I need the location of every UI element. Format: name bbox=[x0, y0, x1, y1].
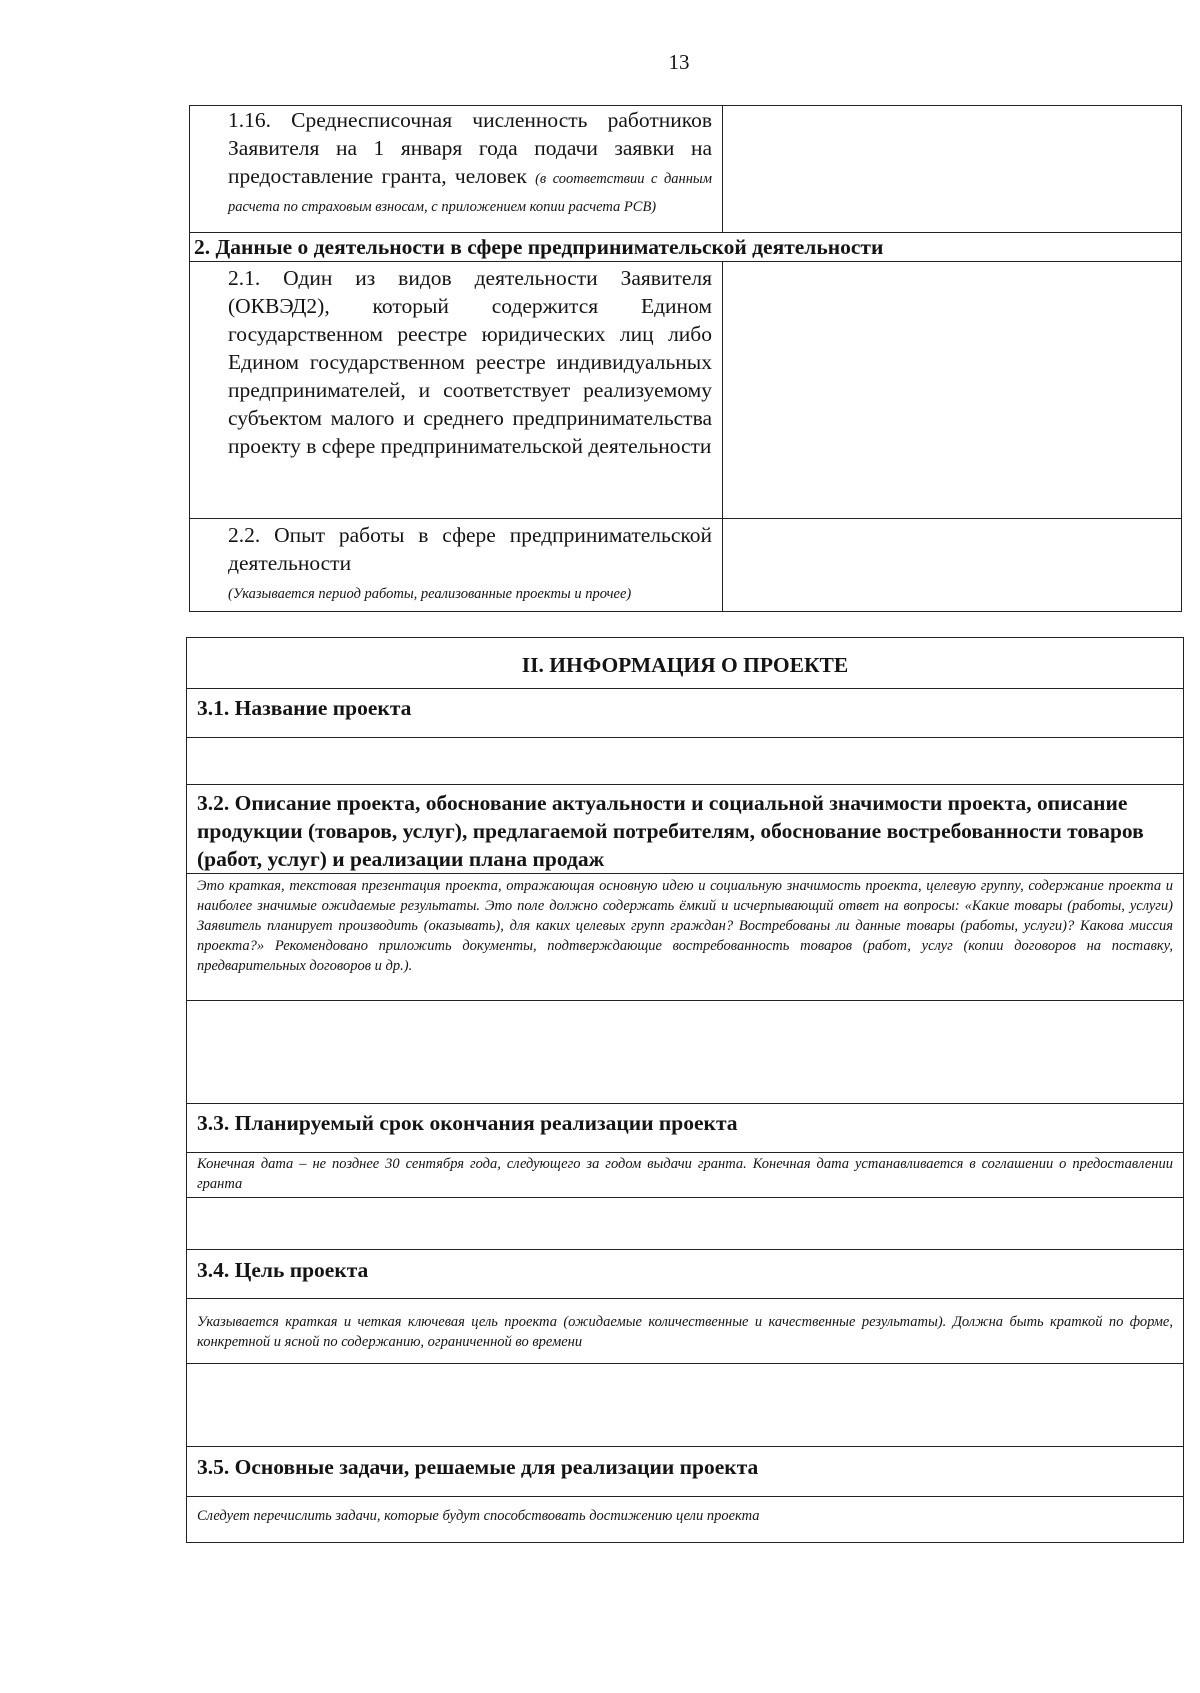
s3-2-heading: 3.2. Описание проекта, обоснование актуальности и социальной значимости проекта, описание продукции (товаров, услуг), предлагаемой потребителям, обоснование востребованности товаров (работ, услуг) и реализации плана продаж bbox=[197, 791, 1144, 871]
row-1-16-value-field[interactable] bbox=[723, 106, 1182, 233]
s3-4-note: Указывается краткая и четкая ключевая цель проекта (ожидаемые количественные и качественные результаты). Должна быть краткой по форме, конкретной и ясной по содержанию, ограниченной во времени bbox=[197, 1314, 1173, 1350]
s3-3-heading: 3.3. Планируемый срок окончания реализации проекта bbox=[197, 1111, 738, 1135]
divider bbox=[187, 1103, 1183, 1104]
table-row bbox=[190, 262, 1182, 519]
row-1-16-label-cell bbox=[190, 106, 723, 233]
applicant-info-table bbox=[189, 105, 1182, 612]
row-2-2-label: 2.2. Опыт работы в сфере предпринимательской деятельности bbox=[228, 523, 712, 575]
divider bbox=[187, 1446, 1183, 1447]
divider bbox=[187, 1298, 1183, 1299]
divider bbox=[187, 688, 1183, 689]
s3-3-note: Конечная дата – не позднее 30 сентября года, следующего за годом выдачи гранта. Конечная дата устанавливается в соглашении о предоставлении гранта bbox=[197, 1156, 1173, 1192]
s3-1-heading: 3.1. Название проекта bbox=[197, 696, 412, 720]
divider bbox=[187, 784, 1183, 785]
s3-2-description-field[interactable] bbox=[187, 1001, 1183, 1102]
s3-4-goal-field[interactable] bbox=[187, 1364, 1183, 1445]
table-row bbox=[190, 106, 1182, 233]
row-2-1-label: 2.1. Один из видов деятельности Заявителя (ОКВЭД2), который содержится Едином государственном реестре юридических лиц либо Едином государственном реестре индивидуальных предпринимателей, и соответствует реализуемому субъектом малого и среднего предпринимательства проекту в сфере предпринимательской деятельности bbox=[228, 266, 712, 458]
divider bbox=[187, 1249, 1183, 1250]
row-2-1-value-field[interactable] bbox=[723, 262, 1182, 519]
s3-5-heading: 3.5. Основные задачи, решаемые для реализации проекта bbox=[197, 1455, 759, 1479]
row-2-2-value-field[interactable] bbox=[723, 519, 1182, 612]
table-row bbox=[190, 519, 1182, 612]
table-row bbox=[190, 233, 1182, 262]
row-1-16-label: 1.16. Среднесписочная численность работников Заявителя на 1 января года подачи заявки на предоставление гранта, человек bbox=[228, 108, 712, 188]
page-number: 13 bbox=[668, 50, 690, 74]
project-info-section bbox=[186, 637, 1184, 1543]
section-2-heading-cell bbox=[190, 233, 1182, 262]
project-section-title: II. ИНФОРМАЦИЯ О ПРОЕКТЕ bbox=[521, 653, 849, 677]
divider bbox=[187, 1152, 1183, 1153]
section-2-heading: 2. Данные о деятельности в сфере предпринимательской деятельности bbox=[194, 235, 884, 259]
s3-4-heading: 3.4. Цель проекта bbox=[197, 1258, 369, 1282]
row-2-2-note: (Указывается период работы, реализованные проекты и прочее) bbox=[228, 586, 632, 602]
row-2-1-label-cell bbox=[190, 262, 723, 519]
s3-2-note: Это краткая, текстовая презентация проекта, отражающая основную идею и социальную значимость проекта, целевую группу, содержание проекта и наиболее значимые ожидаемые результаты. Это поле должно содержать ёмкий и исчерпывающий ответ на вопросы: «Какие товары (работы, услуги) Заявитель планирует производить (оказывать), для каких целевых групп граждан? Востребованы ли данные товары (работы, услуги)? Какова миссия проекта?» Рекомендовано приложить документы, подтверждающие востребованность товаров (работ, услуг (копии договоров на поставку, предварительных договоров и др.). bbox=[197, 878, 1173, 974]
s3-5-note: Следует перечислить задачи, которые будут способствовать достижению цели проекта bbox=[197, 1508, 760, 1524]
s3-1-project-name-field[interactable] bbox=[187, 738, 1183, 783]
row-1-16-note: (в соответствии с данным расчета по страховым взносам, с приложением копии расчета РСВ) bbox=[228, 171, 712, 215]
s3-3-end-date-field[interactable] bbox=[187, 1198, 1183, 1248]
divider bbox=[187, 873, 1183, 874]
divider bbox=[187, 1496, 1183, 1497]
row-2-2-label-cell bbox=[190, 519, 723, 612]
